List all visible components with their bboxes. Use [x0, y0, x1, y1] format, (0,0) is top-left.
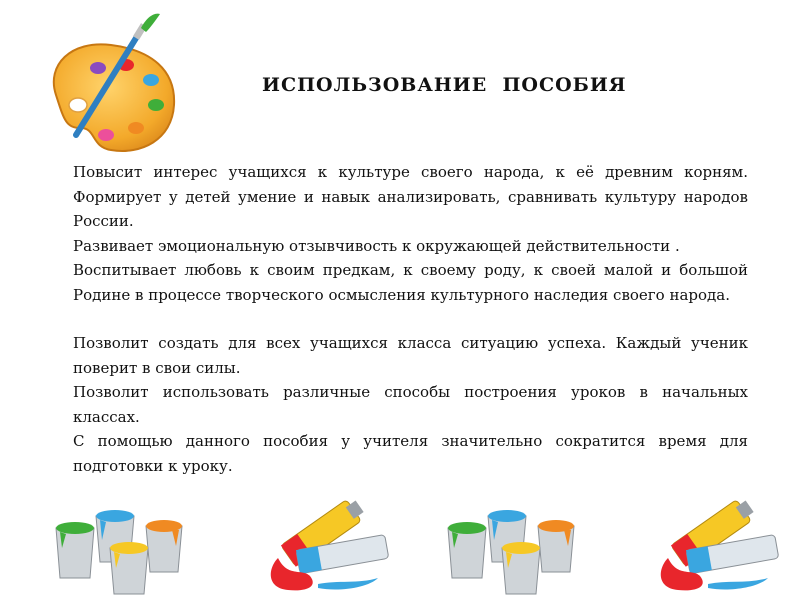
paragraph: Повысит интерес учащихся к культуре своего народа, к её древним корням. Формирует у детей умение и навык анализировать, сравнивать культуру народов России.: [73, 163, 748, 230]
paint-tubes-icon: [648, 488, 788, 598]
slide-title: ИСПОЛЬЗОВАНИЕ ПОСОБИЯ: [262, 74, 627, 96]
palette-brush-icon: [36, 10, 186, 160]
paragraph: Позволит создать для всех учащихся класса ситуацию успеха. Каждый ученик поверит в свои силы.: [73, 334, 748, 377]
paragraph: Позволит использовать различные способы построения уроков в начальных классах.: [73, 383, 748, 426]
paragraph: С помощью данного пособия у учителя значительно сократится время для подготовки к уроку.: [73, 432, 748, 475]
body-text: [73, 160, 748, 478]
paint-buckets-icon: [48, 498, 198, 598]
paint-tubes-icon: [258, 488, 398, 598]
paragraph: Воспитывает любовь к своим предкам, к своему роду, к своей малой и большой Родине в процессе творческого осмысления культурного наследия своего народа.: [73, 261, 748, 304]
paragraph-gap: [73, 307, 748, 331]
paragraph: Развивает эмоциональную отзывчивость к окружающей действительности .: [73, 236, 680, 255]
paint-buckets-icon: [440, 498, 590, 598]
